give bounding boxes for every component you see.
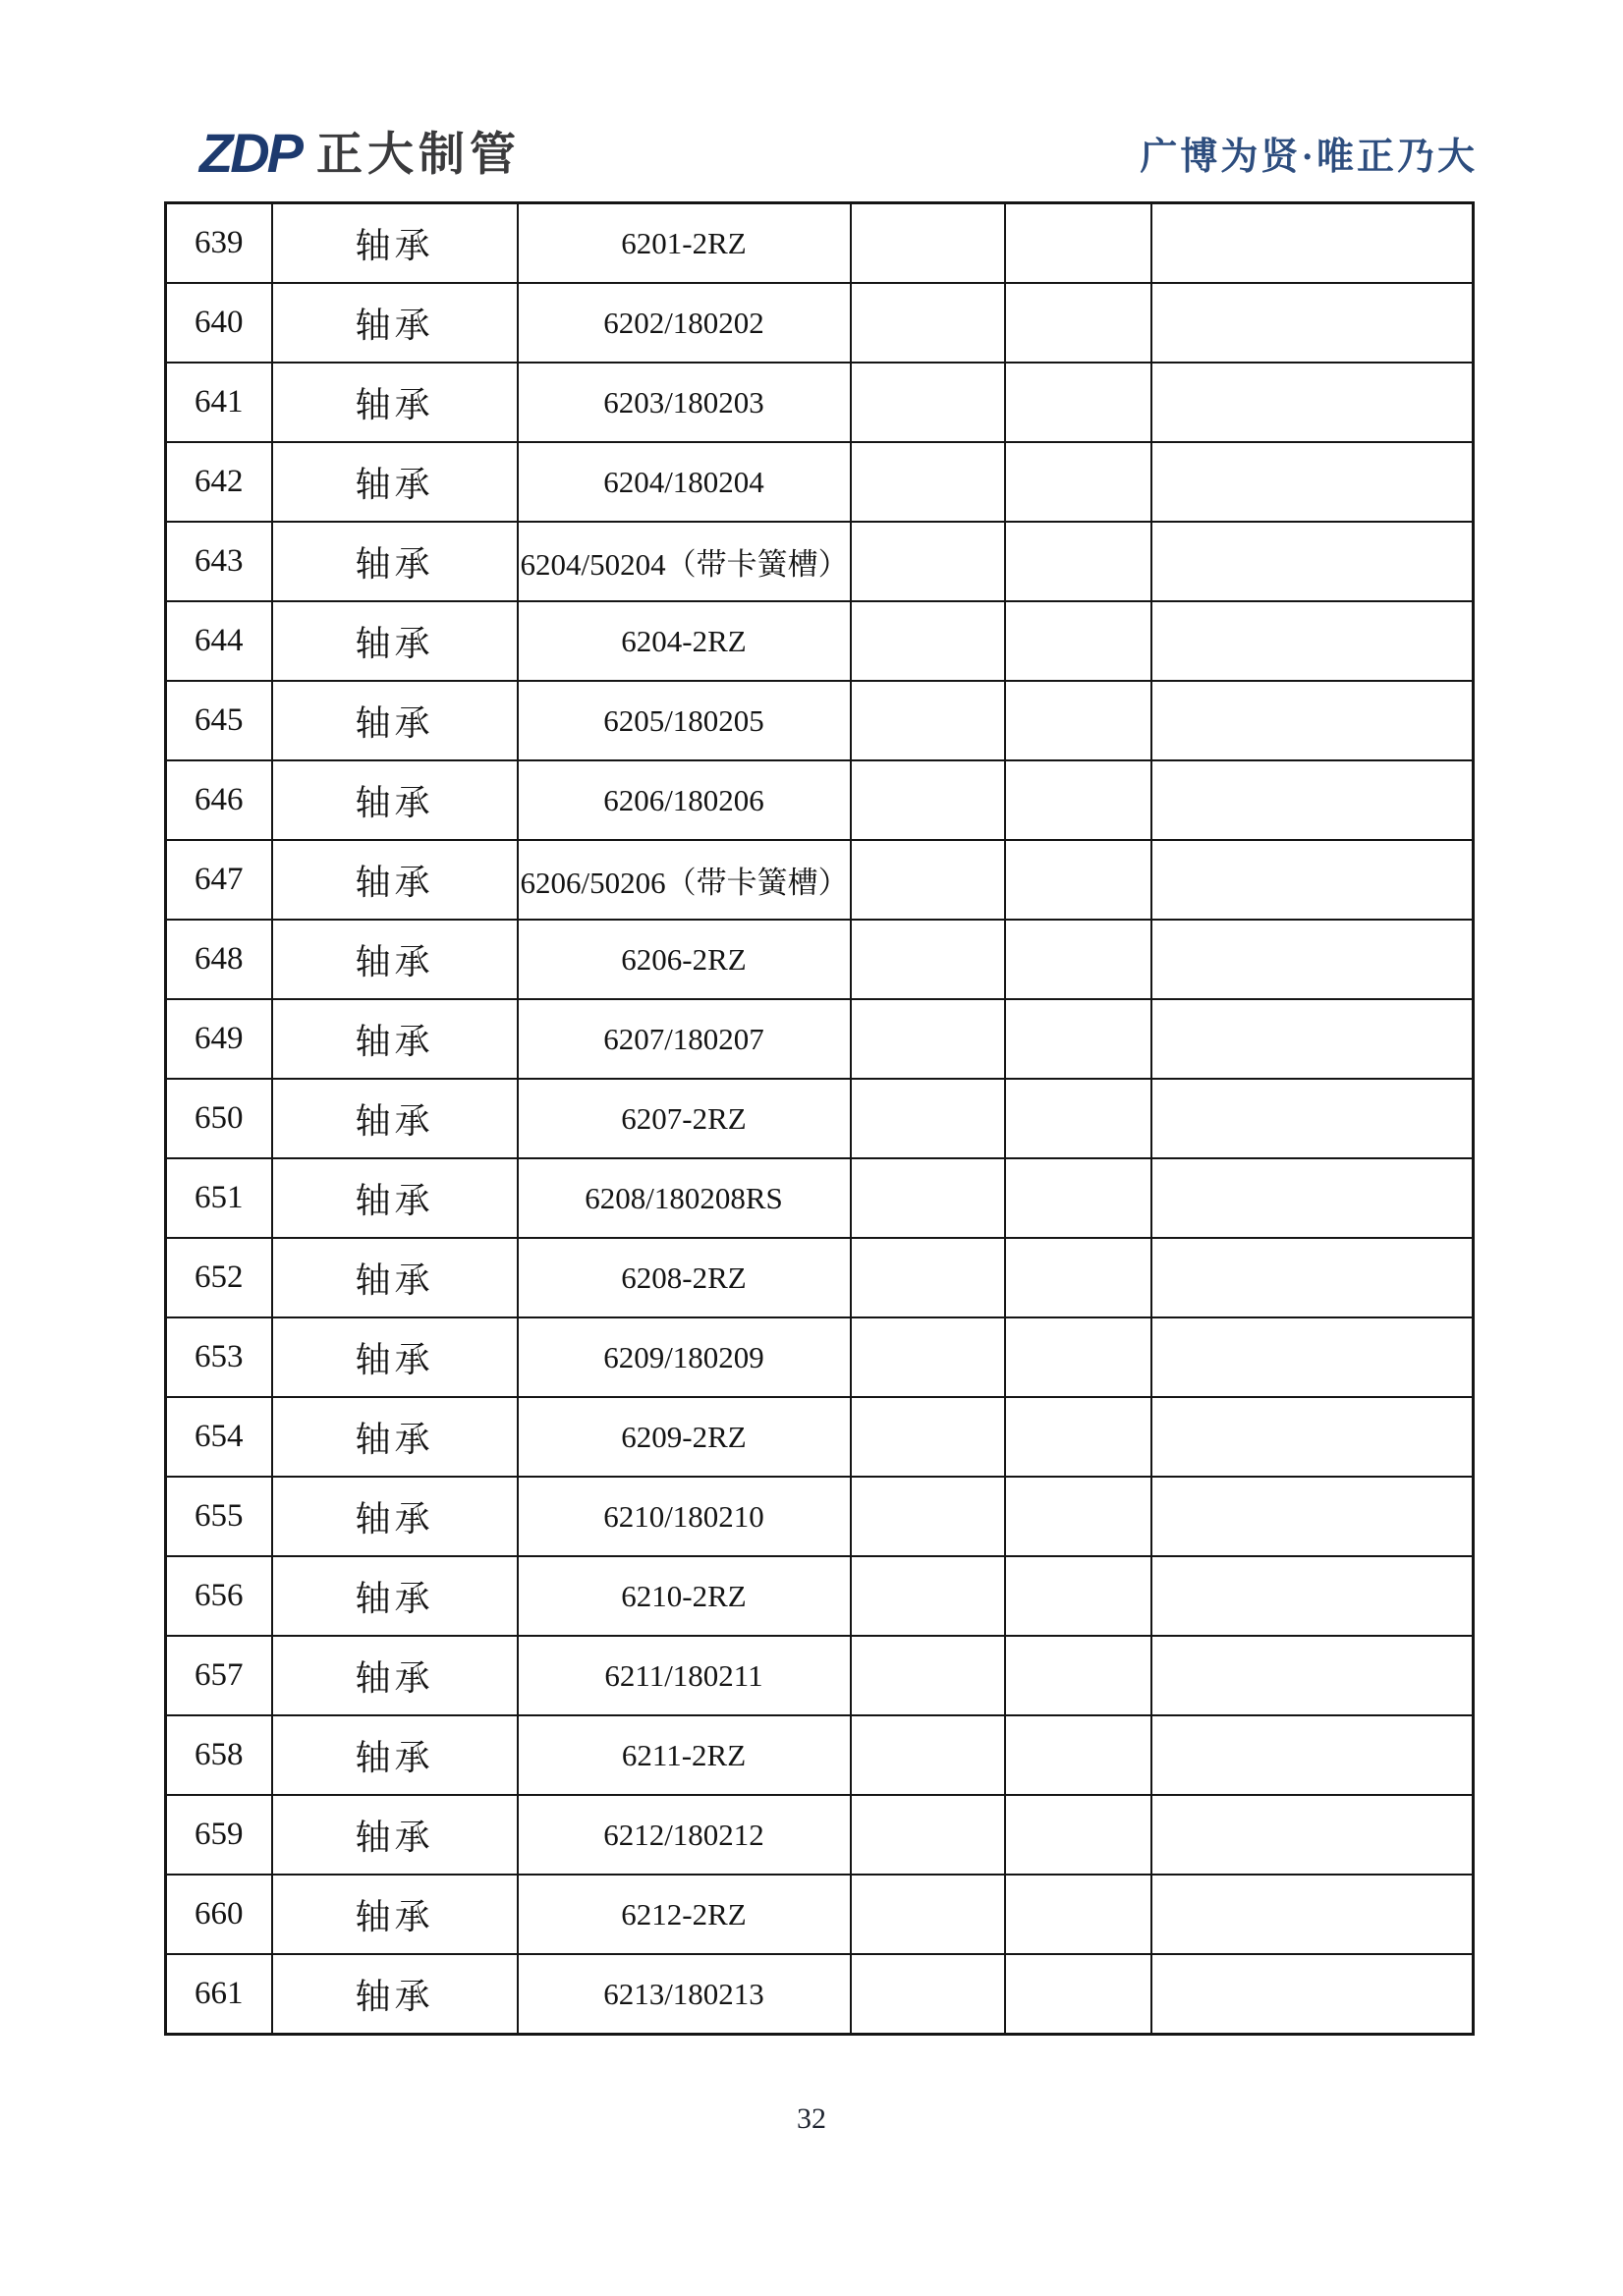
empty-cell-c <box>1151 203 1474 284</box>
part-name-cell: 轴承 <box>272 920 518 999</box>
table-row <box>166 1556 1474 1636</box>
row-number-cell: 642 <box>166 442 272 522</box>
model-cell: 6204-2RZ <box>518 601 851 681</box>
empty-cell-b <box>1005 1238 1151 1317</box>
empty-cell-a <box>851 760 1005 840</box>
model-cell: 6205/180205 <box>518 681 851 760</box>
empty-cell-c <box>1151 1158 1474 1238</box>
row-number-cell: 640 <box>166 283 272 363</box>
empty-cell-a <box>851 840 1005 920</box>
empty-cell-c <box>1151 1317 1474 1397</box>
row-number-cell: 659 <box>166 1795 272 1875</box>
row-number-cell: 652 <box>166 1238 272 1317</box>
row-number-cell: 654 <box>166 1397 272 1477</box>
part-name-cell: 轴承 <box>272 840 518 920</box>
model-cell: 6201-2RZ <box>518 203 851 284</box>
row-number-cell: 649 <box>166 999 272 1079</box>
table-row <box>166 363 1474 442</box>
empty-cell-c <box>1151 1238 1474 1317</box>
empty-cell-b <box>1005 1397 1151 1477</box>
zdp-logo-mark: ZDP <box>199 122 301 184</box>
empty-cell-c <box>1151 1397 1474 1477</box>
empty-cell-a <box>851 1079 1005 1158</box>
parts-table-body <box>166 203 1474 2035</box>
empty-cell-b <box>1005 1875 1151 1954</box>
part-name-cell: 轴承 <box>272 1715 518 1795</box>
part-name-cell: 轴承 <box>272 1079 518 1158</box>
table-row <box>166 283 1474 363</box>
row-number-cell: 648 <box>166 920 272 999</box>
empty-cell-c <box>1151 840 1474 920</box>
empty-cell-a <box>851 1477 1005 1556</box>
empty-cell-b <box>1005 1636 1151 1715</box>
table-row <box>166 1397 1474 1477</box>
row-number-cell: 647 <box>166 840 272 920</box>
row-number-cell: 658 <box>166 1715 272 1795</box>
table-row <box>166 1636 1474 1715</box>
empty-cell-a <box>851 1238 1005 1317</box>
row-number-cell: 657 <box>166 1636 272 1715</box>
row-number-cell: 644 <box>166 601 272 681</box>
empty-cell-c <box>1151 1556 1474 1636</box>
empty-cell-c <box>1151 999 1474 1079</box>
model-cell: 6204/50204（带卡簧槽） <box>518 522 851 601</box>
parts-table <box>164 201 1475 2036</box>
row-number-cell: 651 <box>166 1158 272 1238</box>
table-row <box>166 203 1474 284</box>
model-cell: 6209-2RZ <box>518 1397 851 1477</box>
part-name-cell: 轴承 <box>272 601 518 681</box>
row-number-cell: 660 <box>166 1875 272 1954</box>
empty-cell-b <box>1005 363 1151 442</box>
table-row <box>166 681 1474 760</box>
empty-cell-b <box>1005 999 1151 1079</box>
table-row <box>166 920 1474 999</box>
table-row <box>166 522 1474 601</box>
part-name-cell: 轴承 <box>272 1795 518 1875</box>
empty-cell-c <box>1151 681 1474 760</box>
table-row <box>166 1795 1474 1875</box>
empty-cell-c <box>1151 1477 1474 1556</box>
part-name-cell: 轴承 <box>272 1317 518 1397</box>
row-number-cell: 661 <box>166 1954 272 2035</box>
row-number-cell: 650 <box>166 1079 272 1158</box>
row-number-cell: 639 <box>166 203 272 284</box>
empty-cell-c <box>1151 1795 1474 1875</box>
company-logo <box>199 122 521 184</box>
part-name-cell: 轴承 <box>272 203 518 284</box>
part-name-cell: 轴承 <box>272 363 518 442</box>
empty-cell-a <box>851 283 1005 363</box>
empty-cell-c <box>1151 363 1474 442</box>
empty-cell-c <box>1151 442 1474 522</box>
part-name-cell: 轴承 <box>272 760 518 840</box>
empty-cell-a <box>851 1875 1005 1954</box>
empty-cell-c <box>1151 1875 1474 1954</box>
row-number-cell: 646 <box>166 760 272 840</box>
table-row <box>166 760 1474 840</box>
empty-cell-b <box>1005 1954 1151 2035</box>
table-row <box>166 1238 1474 1317</box>
model-cell: 6211/180211 <box>518 1636 851 1715</box>
part-name-cell: 轴承 <box>272 283 518 363</box>
empty-cell-c <box>1151 920 1474 999</box>
model-cell: 6206-2RZ <box>518 920 851 999</box>
model-cell: 6206/180206 <box>518 760 851 840</box>
table-row <box>166 1715 1474 1795</box>
empty-cell-c <box>1151 1954 1474 2035</box>
empty-cell-a <box>851 1556 1005 1636</box>
empty-cell-a <box>851 363 1005 442</box>
model-cell: 6212/180212 <box>518 1795 851 1875</box>
model-cell: 6209/180209 <box>518 1317 851 1397</box>
empty-cell-c <box>1151 601 1474 681</box>
model-cell: 6204/180204 <box>518 442 851 522</box>
empty-cell-a <box>851 601 1005 681</box>
model-cell: 6208/180208RS <box>518 1158 851 1238</box>
empty-cell-a <box>851 1715 1005 1795</box>
empty-cell-b <box>1005 1079 1151 1158</box>
empty-cell-a <box>851 203 1005 284</box>
part-name-cell: 轴承 <box>272 1875 518 1954</box>
empty-cell-c <box>1151 522 1474 601</box>
table-row <box>166 1079 1474 1158</box>
row-number-cell: 655 <box>166 1477 272 1556</box>
part-name-cell: 轴承 <box>272 522 518 601</box>
empty-cell-a <box>851 522 1005 601</box>
empty-cell-a <box>851 1317 1005 1397</box>
page-number: 32 <box>797 2102 826 2135</box>
empty-cell-b <box>1005 442 1151 522</box>
empty-cell-c <box>1151 1079 1474 1158</box>
empty-cell-a <box>851 1397 1005 1477</box>
empty-cell-c <box>1151 1715 1474 1795</box>
empty-cell-b <box>1005 920 1151 999</box>
empty-cell-b <box>1005 760 1151 840</box>
empty-cell-a <box>851 442 1005 522</box>
table-row <box>166 442 1474 522</box>
part-name-cell: 轴承 <box>272 681 518 760</box>
row-number-cell: 643 <box>166 522 272 601</box>
empty-cell-b <box>1005 522 1151 601</box>
empty-cell-b <box>1005 601 1151 681</box>
row-number-cell: 656 <box>166 1556 272 1636</box>
company-name: 正大制管 <box>316 128 521 180</box>
model-cell: 6213/180213 <box>518 1954 851 2035</box>
part-name-cell: 轴承 <box>272 1477 518 1556</box>
empty-cell-b <box>1005 283 1151 363</box>
model-cell: 6207-2RZ <box>518 1079 851 1158</box>
part-name-cell: 轴承 <box>272 1397 518 1477</box>
empty-cell-a <box>851 1636 1005 1715</box>
part-name-cell: 轴承 <box>272 999 518 1079</box>
company-slogan: 广博为贤·唯正乃大 <box>1140 137 1478 178</box>
row-number-cell: 653 <box>166 1317 272 1397</box>
table-row <box>166 601 1474 681</box>
part-name-cell: 轴承 <box>272 1556 518 1636</box>
empty-cell-b <box>1005 1715 1151 1795</box>
empty-cell-b <box>1005 1477 1151 1556</box>
model-cell: 6211-2RZ <box>518 1715 851 1795</box>
table-row <box>166 1477 1474 1556</box>
empty-cell-b <box>1005 1556 1151 1636</box>
empty-cell-b <box>1005 1158 1151 1238</box>
model-cell: 6203/180203 <box>518 363 851 442</box>
empty-cell-c <box>1151 1636 1474 1715</box>
part-name-cell: 轴承 <box>272 1238 518 1317</box>
table-row <box>166 840 1474 920</box>
empty-cell-c <box>1151 760 1474 840</box>
model-cell: 6210/180210 <box>518 1477 851 1556</box>
empty-cell-a <box>851 1158 1005 1238</box>
part-name-cell: 轴承 <box>272 1158 518 1238</box>
empty-cell-b <box>1005 203 1151 284</box>
model-cell: 6212-2RZ <box>518 1875 851 1954</box>
empty-cell-b <box>1005 840 1151 920</box>
model-cell: 6202/180202 <box>518 283 851 363</box>
table-row <box>166 1875 1474 1954</box>
table-row <box>166 1158 1474 1238</box>
empty-cell-a <box>851 999 1005 1079</box>
empty-cell-a <box>851 1795 1005 1875</box>
model-cell: 6206/50206（带卡簧槽） <box>518 840 851 920</box>
model-cell: 6207/180207 <box>518 999 851 1079</box>
empty-cell-c <box>1151 283 1474 363</box>
empty-cell-b <box>1005 1317 1151 1397</box>
model-cell: 6210-2RZ <box>518 1556 851 1636</box>
row-number-cell: 645 <box>166 681 272 760</box>
part-name-cell: 轴承 <box>272 442 518 522</box>
empty-cell-b <box>1005 681 1151 760</box>
empty-cell-a <box>851 1954 1005 2035</box>
table-row <box>166 999 1474 1079</box>
table-row <box>166 1954 1474 2035</box>
part-name-cell: 轴承 <box>272 1954 518 2035</box>
part-name-cell: 轴承 <box>272 1636 518 1715</box>
model-cell: 6208-2RZ <box>518 1238 851 1317</box>
row-number-cell: 641 <box>166 363 272 442</box>
empty-cell-a <box>851 681 1005 760</box>
empty-cell-b <box>1005 1795 1151 1875</box>
empty-cell-a <box>851 920 1005 999</box>
table-row <box>166 1317 1474 1397</box>
